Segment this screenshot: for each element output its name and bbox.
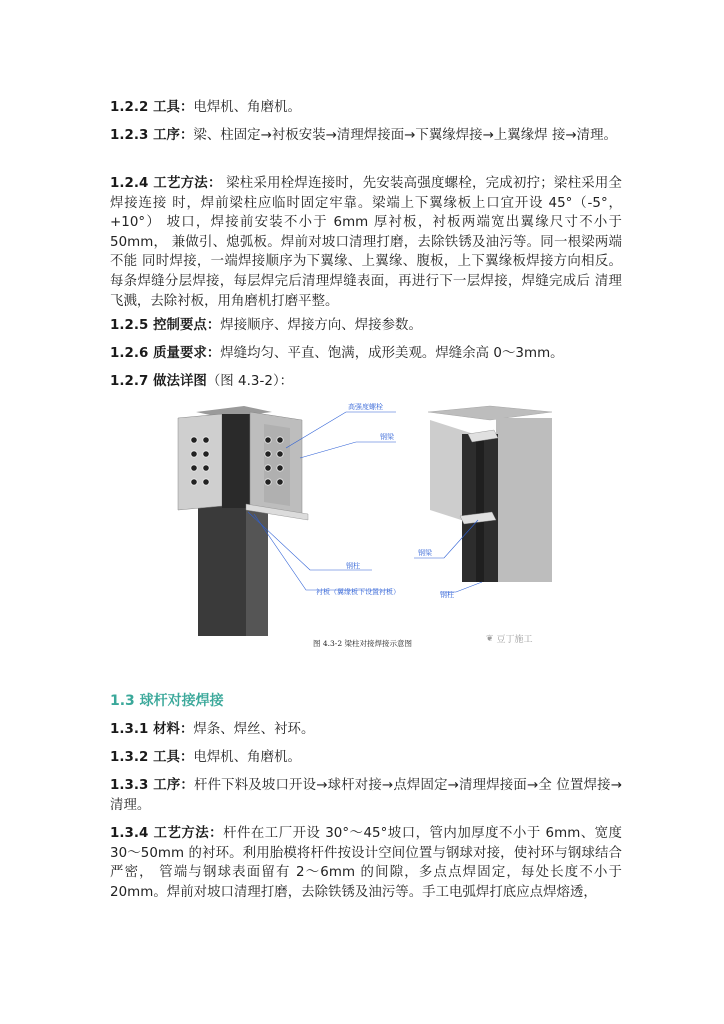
heading-1-3: 1.3 球杆对接焊接 [110,693,224,709]
section-key: 工具： [153,100,194,115]
section-key: 工序： [153,778,194,793]
section-1-2-6 [110,344,622,364]
watermark [486,632,533,645]
section-number: 1.2.2 [110,100,154,115]
section-text: 梁柱采用栓焊连接时，先安装高强度螺栓，完成初拧；梁柱采用全焊接连接 时，焊前梁柱应临时固定牢靠。梁端上下翼缘板上口宜开设 45°（-5°，+10°） 坡口，焊接前安装不小于 6mm 厚衬板，衬板两端宽出翼缘尺寸不小于 50mm， 兼做引、熄弧板。焊前对坡口清理打磨，去除铁锈及油污等。同一根梁两端不能 同时焊接，一端焊接顺序为下翼缘、上翼缘、腹板，上下翼缘板焊接方向相反。每条焊缝分层焊接，每层焊完后清理焊缝表面，再进行下一层焊接，焊缝完成后 清理飞溅，去除衬板，用角磨机打磨平整。 [110,176,622,309]
section-text: 焊条、焊丝、衬环。 [193,722,315,737]
label-backing-plate: 衬板（翼缘板下设置衬板） [316,588,400,596]
section-text: 焊接顺序、焊接方向、焊接参数。 [220,318,422,333]
section-1-2-3 [110,126,622,146]
section-1-2-5 [110,316,622,336]
section-key: 材料： [153,722,194,737]
section-key: 控制要点： [153,318,221,333]
section-number: 1.3.2 [110,750,154,765]
label-high-strength-bolt: 高强度螺栓 [348,403,383,411]
section-1-2-4 [110,174,622,311]
section-number: 1.3.3 [110,778,154,793]
section-number: 1.2.7 [110,374,154,389]
section-1-3-1 [110,720,622,740]
section-key: 质量要求： [153,346,221,361]
section-key: 工序： [153,128,194,143]
section-key: 工艺方法： [153,176,222,191]
left-connection-drawing [178,402,400,636]
section-number: 1.2.6 [110,346,154,361]
section-key: 工艺方法： [153,826,224,841]
label-steel-beam-left: 钢梁 [380,433,394,441]
section-text: 杆件下料及坡口开设→球杆对接→点焊固定→清理焊接面→全 位置焊接→清理。 [110,778,622,813]
watermark-text: 豆丁施工 [496,635,533,645]
section-1-3-3 [110,776,622,815]
section-number: 1.2.4 [110,176,154,191]
section-1-2-2 [110,98,622,118]
label-steel-beam-right: 钢梁 [418,549,432,557]
section-1-2-7 [110,372,622,392]
section-number: 1.2.3 [110,128,154,143]
section-key: 做法详图 [153,374,207,389]
section-number: 1.3.4 [110,826,154,841]
section-text: （图 4.3-2）： [206,374,294,389]
section-1-3-4 [110,824,622,902]
section-text: 焊缝均匀、平直、饱满，成形美观。焊缝余高 0～3mm。 [220,346,564,361]
section-number: 1.3.1 [110,722,154,737]
beam-column-weld-figure [160,398,580,653]
section-text: 杆件在工厂开设 30°～45°坡口，管内加厚度不小于 6mm、宽度 30～50mm 的衬环。利用胎模将杆件按设计空间位置与钢球对接，使衬环与钢球结合严密， 管端与钢球表面留有 2～6mm 的间隙，多点点焊固定，每处长度不小于 20mm。焊前对坡口清理打磨，去除铁锈及油污等。手工电弧焊打底应点焊熔透， [110,826,622,900]
figure-caption: 图 4.3-2 梁柱对接焊接示意图 [313,639,413,648]
label-steel-column-right: 钢柱 [440,591,454,599]
section-number: 1.2.5 [110,318,154,333]
label-steel-column-left: 钢柱 [346,562,360,570]
section-text: 电焊机、角磨机。 [193,750,301,765]
watermark-icon: ❦ [486,633,494,644]
right-connection-drawing [414,406,552,599]
section-key: 工具： [153,750,194,765]
section-text: 电焊机、角磨机。 [193,100,301,115]
section-1-3-2 [110,748,622,768]
section-text: 梁、柱固定→衬板安装→清理焊接面→下翼缘焊接→上翼缘焊 接→清理。 [193,128,617,143]
